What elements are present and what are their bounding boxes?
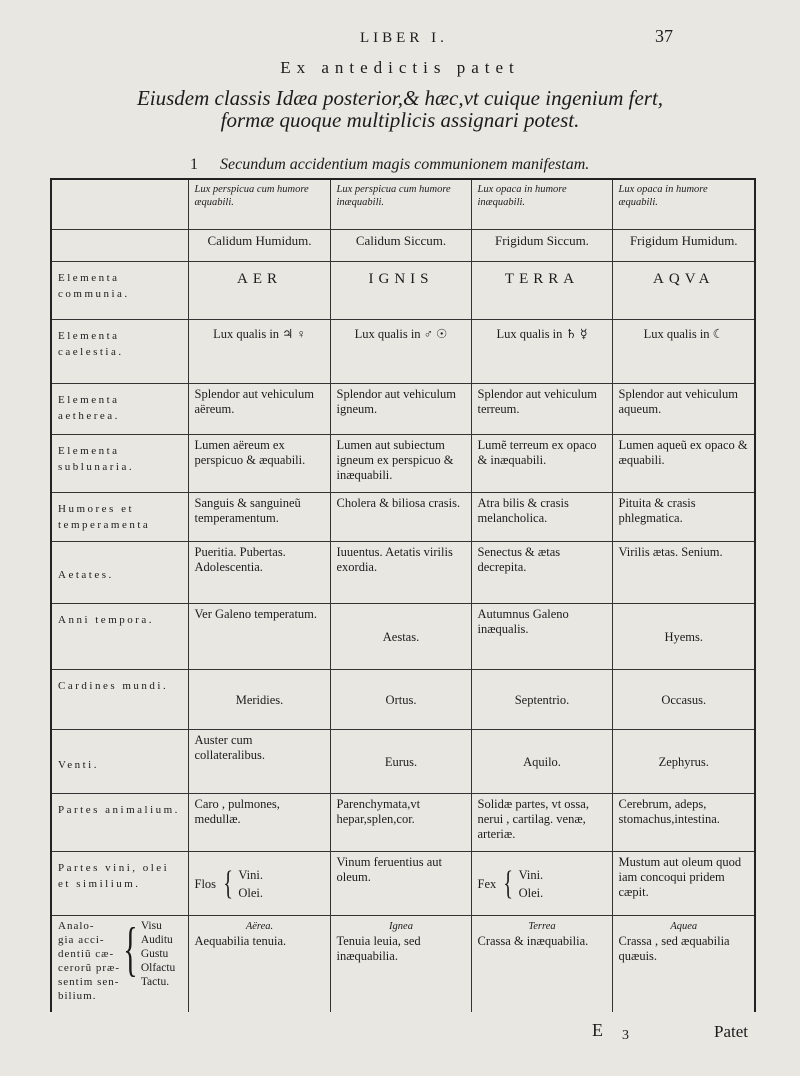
table-row (52, 180, 754, 229)
table-cell: Senectus & ætas decrepita. (471, 541, 612, 603)
catchword: Patet (714, 1022, 748, 1041)
quality-cell: Frigidum Humidum. (612, 229, 754, 261)
running-head: LIBER I. (360, 30, 448, 46)
quality-cell: Calidum Humidum. (188, 229, 330, 261)
table-row (52, 603, 754, 669)
table-cell: Occasus. (612, 670, 754, 730)
cell-tag: Ignea (389, 921, 413, 933)
table-cell (612, 916, 754, 1012)
brace-item: Olei. (238, 886, 264, 901)
heading-line-1: Eiusdem classis Idæa posterior,& hæc,vt cuique ingenium fert, (136, 86, 664, 110)
table-cell: Lumen aut subiectum igneum ex perspicuo & inæquabili. (330, 434, 471, 492)
column-header: Lux opaca in humore inæquabili. (471, 180, 612, 229)
table-cell: Solidæ partes, vt ossa, nerui , cartilag. venæ, arteriæ. (471, 794, 612, 852)
page-number: 37 (655, 26, 673, 46)
table-cell: Splendor aut vehiculum aëreum. (188, 383, 330, 434)
sense-item: Visu (140, 920, 162, 933)
row-label: Humores et temperamenta (52, 492, 188, 541)
quality-cell: Calidum Siccum. (330, 229, 471, 261)
brace-item: Vini. (238, 868, 263, 883)
brace-group (478, 866, 607, 902)
table-cell: Meridies. (188, 670, 330, 730)
table-row (52, 794, 754, 852)
cell-text: Crassa , sed æquabilia quæuis. (618, 934, 730, 964)
table-row (52, 916, 754, 1012)
label-line: Analo- (58, 920, 95, 933)
sense-item: Olfactu (140, 962, 176, 975)
cell-text: Crassa & inæquabilia. (477, 934, 589, 949)
analogia-label (58, 919, 120, 1003)
table-cell: Splendor aut vehiculum terreum. (471, 383, 612, 434)
table-cell: Pueritia. Pubertas. Adolescentia. (188, 541, 330, 603)
lux-cell: Lux qualis in ♂ ☉ (330, 319, 471, 383)
sense-item: Gustu (140, 948, 169, 961)
empty-cell (52, 229, 188, 261)
table-row (52, 730, 754, 794)
cell-text: Tenuia leuia, sed inæquabilia. (336, 934, 421, 964)
label-line: dentiũ cæ- (58, 948, 115, 961)
element-cell: TERRA (471, 261, 612, 319)
quality-cell: Frigidum Siccum. (471, 229, 612, 261)
signature-mark: E (592, 1020, 603, 1040)
correspondence-table (50, 178, 756, 1012)
table-cell: Caro , pulmones, medullæ. (188, 794, 330, 852)
column-header: Lux perspicua cum humore inæquabili. (330, 180, 471, 229)
table-row (52, 492, 754, 541)
table-cell: Parenchymata,vt hepar,splen,cor. (330, 794, 471, 852)
row-label: Elementa sublunaria. (52, 434, 188, 492)
row-label: Anni tempora. (52, 603, 188, 669)
lux-cell: Lux qualis in ☾ (612, 319, 754, 383)
brace-pair (238, 866, 263, 902)
signature-number: 3 (622, 1028, 629, 1043)
table-row (52, 670, 754, 730)
label-line: sentim sen- (58, 976, 120, 989)
cell-text: Aequabilia tenuia. (194, 934, 287, 949)
sense-item: Auditu (140, 934, 173, 947)
row-label: Partes animalium. (52, 794, 188, 852)
row-label: Elementa communia. (52, 261, 188, 319)
table-row (52, 261, 754, 319)
empty-cell (52, 180, 188, 229)
lux-cell: Lux qualis in ♄ ☿ (471, 319, 612, 383)
table-cell: Virilis ætas. Senium. (612, 541, 754, 603)
label-line: cerorũ præ- (58, 962, 121, 975)
table-cell: Aquilo. (471, 730, 612, 794)
table-cell: Zephyrus. (612, 730, 754, 794)
table-row (52, 229, 754, 261)
element-cell: IGNIS (330, 261, 471, 319)
table-cell: Sanguis & sanguineũ temperamentum. (188, 492, 330, 541)
table-cell: Auster cum collateralibus. (188, 730, 330, 794)
brace-item: Olei. (518, 886, 544, 901)
label-line: gia acci- (58, 934, 105, 947)
analogia-group (58, 916, 183, 1003)
table-row (52, 319, 754, 383)
table-cell: Pituita & crasis phlegmatica. (612, 492, 754, 541)
brace-prefix: Flos (194, 876, 217, 891)
brace-group (195, 866, 325, 902)
cell-tag: Terrea (528, 921, 556, 933)
table-row (52, 541, 754, 603)
table-cell: Atra bilis & crasis melancholica. (471, 492, 612, 541)
section-number: 1 (190, 156, 198, 173)
table-cell (188, 851, 330, 915)
table-cell: Aestas. (330, 603, 471, 669)
row-label: Partes vini, olei et similium. (52, 851, 188, 915)
cell-tag: Aërea. (245, 921, 274, 933)
row-label: Cardines mundi. (52, 670, 188, 730)
table-cell (471, 916, 612, 1012)
lux-cell: Lux qualis in ♃ ♀ (188, 319, 330, 383)
table-row (52, 383, 754, 434)
row-label: Aetates. (52, 541, 188, 603)
table-row (52, 851, 754, 915)
analogia-label-cell (52, 916, 188, 1012)
brace-glyph: { (123, 916, 138, 983)
table-cell: Vinum feruentius aut oleum. (330, 851, 471, 915)
table-cell (188, 916, 330, 1012)
table-cell: Splendor aut vehiculum aqueum. (612, 383, 754, 434)
table-cell: Hyems. (612, 603, 754, 669)
table-cell: Autumnus Galeno inæqualis. (471, 603, 612, 669)
element-cell: AER (188, 261, 330, 319)
row-label: Venti. (52, 730, 188, 794)
table-cell: Splendor aut vehiculum igneum. (330, 383, 471, 434)
table-cell: Mustum aut oleum quod iam concoqui pridem cæpit. (612, 851, 754, 915)
section-title (190, 156, 589, 174)
table-cell: Lumen aqueũ ex opaco & æquabili. (612, 434, 754, 492)
brace-item: Vini. (518, 868, 544, 883)
table-cell: Lumen aëreum ex perspicuo & æquabili. (188, 434, 330, 492)
brace-glyph: { (503, 865, 514, 903)
table-cell: Eurus. (330, 730, 471, 794)
table-cell: Cholera & biliosa crasis. (330, 492, 471, 541)
table-cell: Septentrio. (471, 670, 612, 730)
table-cell (330, 916, 471, 1012)
brace-prefix: Fex (477, 876, 497, 891)
table-row (52, 434, 754, 492)
row-label: Elementa aetherea. (52, 383, 188, 434)
column-header: Lux opaca in humore æquabili. (612, 180, 754, 229)
table-cell: Iuuentus. Aetatis virilis exordia. (330, 541, 471, 603)
label-line: bilium. (58, 990, 97, 1003)
column-header: Lux perspicua cum humore æquabili. (188, 180, 330, 229)
section-text: Secundum accidentium magis communionem manifestam. (220, 156, 590, 173)
table-cell: Cerebrum, adeps, stomachus,intestina. (612, 794, 754, 852)
table-cell: Lumẽ terreum ex opaco & inæquabili. (471, 434, 612, 492)
row-label: Elementa caelestia. (52, 319, 188, 383)
heading-line-2: formæ quoque multiplicis assignari potest. (220, 108, 580, 132)
table-cell: Ver Galeno temperatum. (188, 603, 330, 669)
element-cell: AQVA (612, 261, 754, 319)
subtitle: Ex antedictis patet (280, 58, 520, 77)
table-cell: Ortus. (330, 670, 471, 730)
brace-glyph: { (223, 865, 234, 903)
cell-tag: Aquea (670, 921, 698, 933)
table-cell (471, 851, 612, 915)
senses-list (141, 919, 175, 989)
brace-pair (519, 866, 544, 902)
sense-item: Tactu. (140, 976, 170, 989)
